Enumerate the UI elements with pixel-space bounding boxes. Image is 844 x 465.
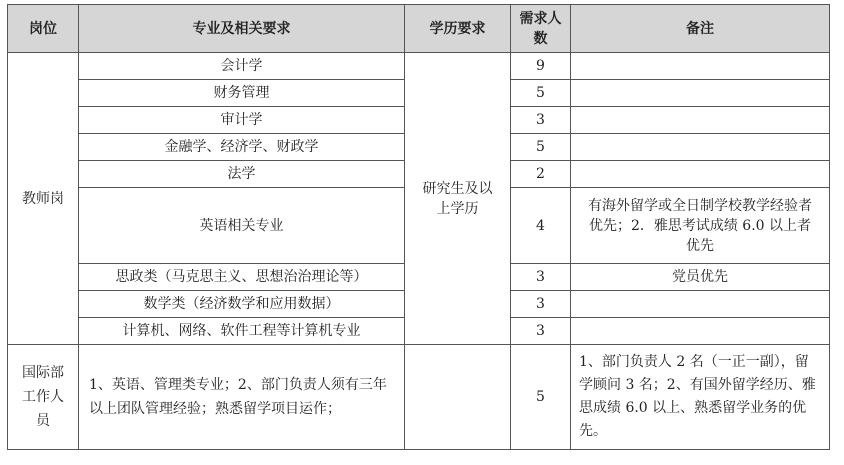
recruitment-table-wrapper — [7, 4, 830, 450]
header-count-text: 需求人数 — [519, 10, 562, 47]
header-row — [8, 5, 830, 53]
count-cell: 5 — [511, 134, 571, 161]
intl-education-cell — [405, 345, 511, 450]
header-remarks: 备注 — [571, 5, 830, 53]
intl-major-cell: 1、英语、管理类专业；2、部门负责人须有三年以上团队管理经验；熟悉留学项目运作； — [79, 345, 405, 450]
intl-remark-cell: 1、部门负责人 2 名（一正一副），留学顾问 3 名；2、有国外留学经历、雅思成绩 6.0 以上、熟悉留学业务的优先。 — [571, 345, 830, 450]
count-cell: 5 — [511, 80, 571, 107]
remark-cell — [571, 291, 830, 318]
major-cell: 会计学 — [79, 53, 405, 80]
remark-cell — [571, 134, 830, 161]
count-cell: 3 — [511, 107, 571, 134]
count-cell: 3 — [511, 291, 571, 318]
table-row — [8, 53, 830, 80]
major-cell: 财务管理 — [79, 80, 405, 107]
header-count — [511, 5, 571, 53]
remark-cell — [571, 53, 830, 80]
count-cell: 3 — [511, 264, 571, 291]
major-cell: 计算机、网络、软件工程等计算机专业 — [79, 318, 405, 345]
major-cell: 英语相关专业 — [79, 188, 405, 264]
header-education: 学历要求 — [405, 5, 511, 53]
remark-cell — [571, 161, 830, 188]
count-cell: 3 — [511, 318, 571, 345]
remark-cell: 党员优先 — [571, 264, 830, 291]
count-cell: 4 — [511, 188, 571, 264]
remark-cell: 有海外留学或全日制学校教学经验者优先；2．雅思考试成绩 6.0 以上者优先 — [571, 188, 830, 264]
major-cell: 审计学 — [79, 107, 405, 134]
remark-cell — [571, 107, 830, 134]
remark-cell — [571, 80, 830, 107]
major-cell: 数学类（经济数学和应用数据） — [79, 291, 405, 318]
teacher-position-cell: 教师岗 — [8, 53, 79, 345]
intl-position-cell — [8, 345, 79, 450]
count-cell: 9 — [511, 53, 571, 80]
remark-cell — [571, 318, 830, 345]
count-cell: 2 — [511, 161, 571, 188]
education-text: 研究生及以上学历 — [422, 180, 493, 217]
major-cell: 思政类（马克思主义、思想治治理论等） — [79, 264, 405, 291]
intl-position-text: 国际部工作人员 — [22, 365, 64, 429]
teacher-education-cell — [405, 53, 511, 345]
header-major: 专业及相关要求 — [79, 5, 405, 53]
major-cell: 金融学、经济学、财政学 — [79, 134, 405, 161]
table-row — [8, 345, 830, 450]
major-cell: 法学 — [79, 161, 405, 188]
header-position: 岗位 — [8, 5, 79, 53]
intl-count-cell: 5 — [511, 345, 571, 450]
recruitment-table — [7, 4, 830, 450]
